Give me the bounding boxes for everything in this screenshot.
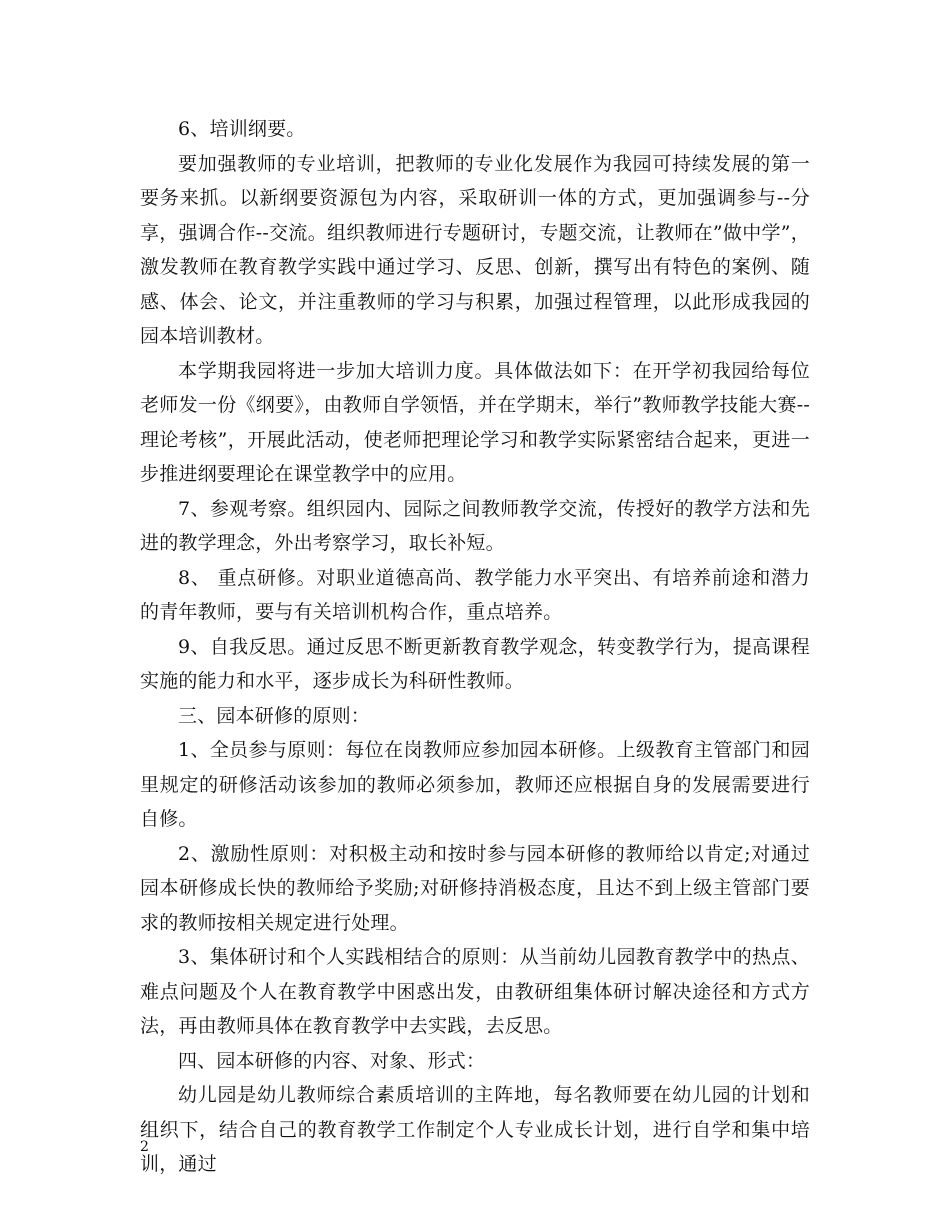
paragraph-key-training: 8、 重点研修。对职业道德高尚、教学能力水平突出、有培养前途和潜力的青年教师，要与有关培训机构合作，重点培养。	[140, 566, 810, 623]
paragraph-kindergarten-training: 幼儿园是幼儿教师综合素质培训的主阵地，每名教师要在幼儿园的计划和组织下，结合自己的教育教学工作制定个人专业成长计划，进行自学和集中培训，通过	[140, 1084, 810, 1175]
paragraph-self-reflection: 9、自我反思。通过反思不断更新教育教学观念，转变教学行为，提高课程实施的能力和水平，逐步成长为科研性教师。	[140, 635, 810, 692]
section-heading-principles: 三、园本研修的原则：	[178, 704, 371, 727]
paragraph-training-outline-heading: 6、培训纲要。	[178, 118, 306, 140]
section-heading-content-form: 四、园本研修的内容、对象、形式：	[178, 1049, 486, 1072]
paragraph-professional-training: 要加强教师的专业培训，把教师的专业化发展作为我园可持续发展的第一要务来抓。以新纲要资源包为内容，采取研训一体的方式，更加强调参与--分享，强调合作--交流。组织教师进行专题研讨，专题交流，让教师在”做中学”，激发教师在教育教学实践中通过学习、反思、创新，撰写出有特色的案例、随感、体会、论文，并注重教师的学习与积累，加强过程管理，以此形成我园的园本培训教材。	[140, 152, 810, 347]
paragraph-principle-incentive: 2、激励性原则：对积极主动和按时参与园本研修的教师给以肯定;对通过园本研修成长快的教师给予奖励;对研修持消极态度，且达不到上级主管部门要求的教师按相关规定进行处理。	[140, 842, 810, 934]
paragraph-principle-participation: 1、全员参与原则：每位在岗教师应参加园本研修。上级教育主管部门和园里规定的研修活动该参加的教师必须参加，教师还应根据自身的发展需要进行自修。	[140, 739, 810, 830]
page-number: 2	[140, 1139, 149, 1155]
paragraph-visit-inspection: 7、参观考察。组织园内、园际之间教师教学交流，传授好的教学方法和先进的教学理念，外出考察学习，取长补短。	[140, 497, 810, 554]
paragraph-semester-training: 本学期我园将进一步加大培训力度。具体做法如下：在开学初我园给每位老师发一份《纲要》，由教师自学领悟，并在学期末，举行”教师教学技能大赛--理论考核”，开展此活动，使老师把理论学习和教学实际紧密结合起来，更进一步推进纲要理论在课堂教学中的应用。	[140, 359, 810, 485]
document-body	[140, 112, 810, 1182]
paragraph-principle-collective: 3、集体研讨和个人实践相结合的原则：从当前幼儿园教育教学中的热点、难点问题及个人在教育教学中困惑出发，由教研组集体研讨解决途径和方式方法，再由教师具体在教育教学中去实践，去反思。	[140, 946, 810, 1037]
